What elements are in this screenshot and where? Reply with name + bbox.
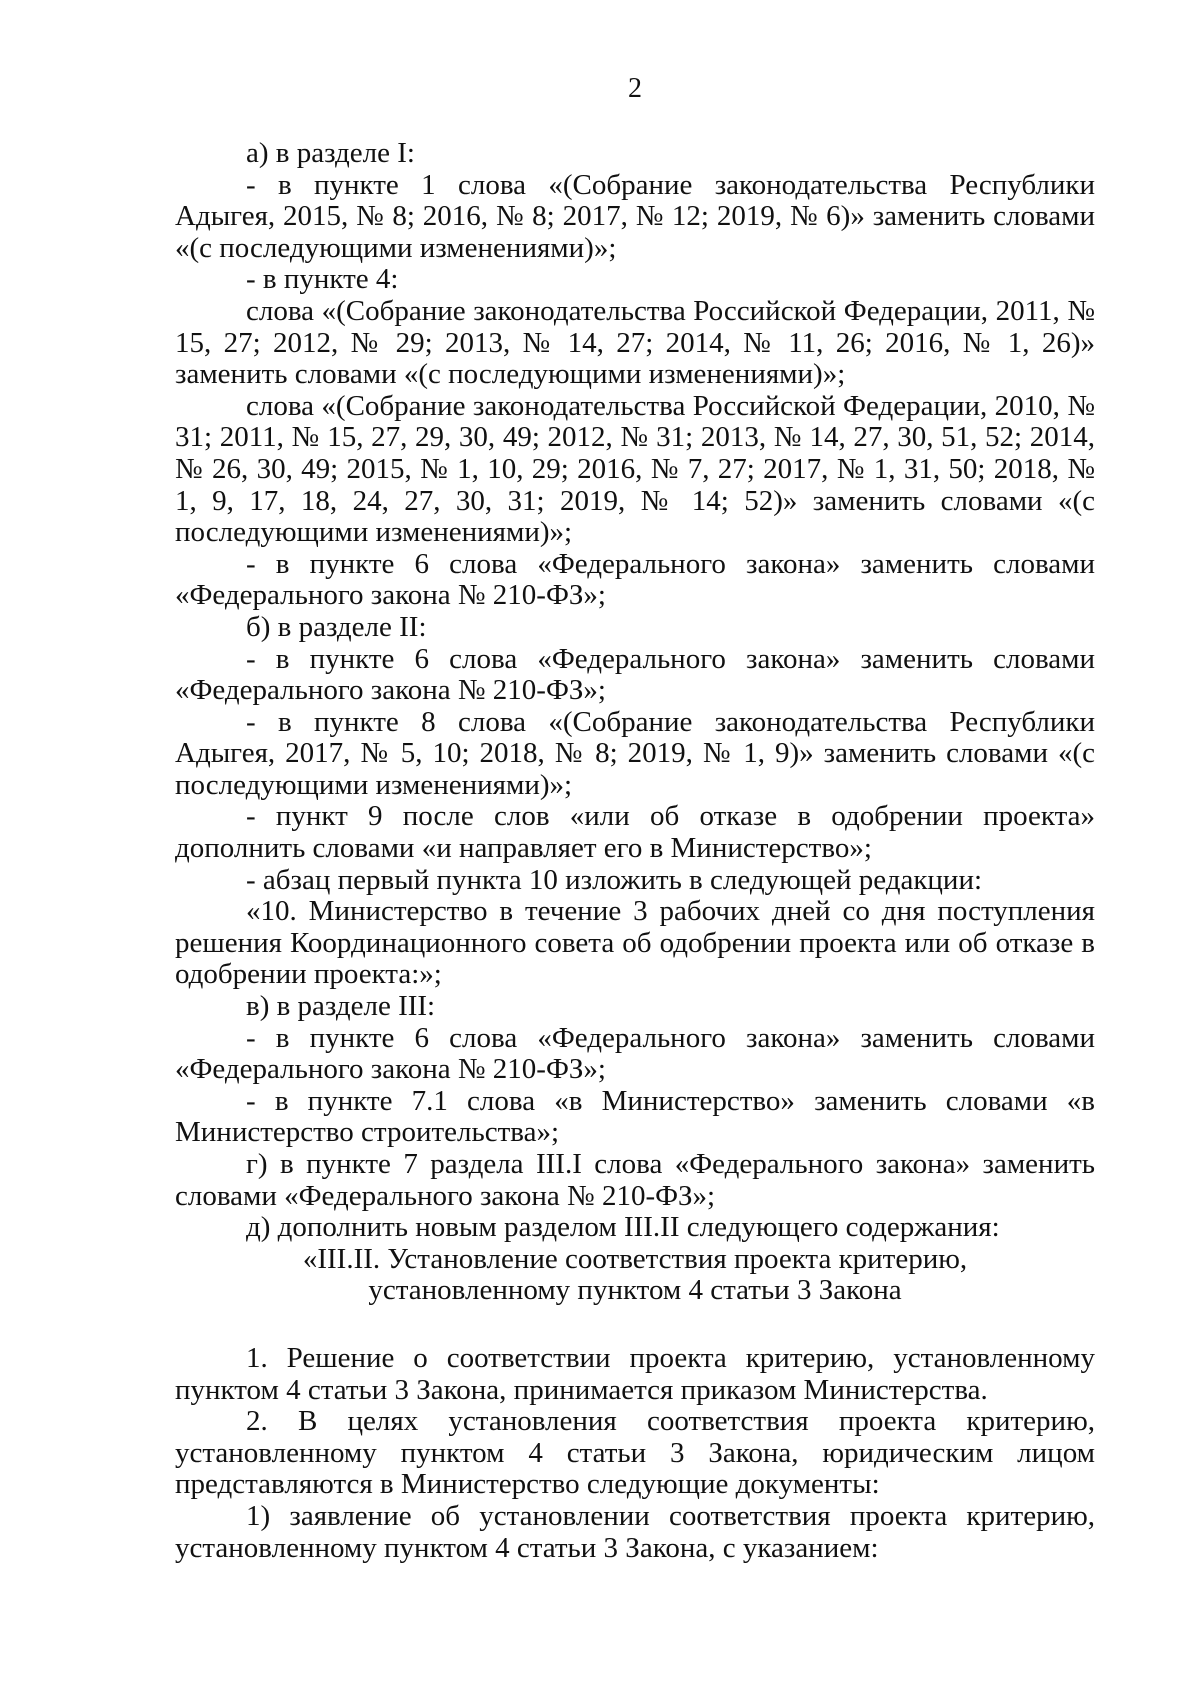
paragraph-clause-1: 1. Решение о соответствии проекта критерию, установленному пунктом 4 статьи 3 Закона, принимается приказом Министерства. <box>175 1341 1095 1406</box>
page-number: 2 <box>628 73 642 104</box>
section-heading-line-2: установленному пунктом 4 статьи 3 Закона <box>368 1274 902 1307</box>
paragraph-item-1-replace: - в пункте 1 слова «(Собрание законодательства Республики Адыгея, 2015, № 8; 2016, № 8; 2017, № 12; 2019, № 6)» заменить словами «(с последующими изменениями)»; <box>175 168 1095 264</box>
paragraph-item-9-section-2: - пункт 9 после слов «или об отказе в одобрении проекта» дополнить словами «и направляет его в Министерство»; <box>175 800 1095 865</box>
paragraph-a-section-1: а) в разделе I: <box>246 137 415 169</box>
paragraph-b-section-2: б) в разделе II: <box>246 610 427 643</box>
paragraph-clause-2-item-1: 1) заявление об установлении соответствия проекта критерию, установленному пунктом 4 статьи 3 Закона, с указанием: <box>175 1499 1095 1564</box>
paragraph-item-10-first: - абзац первый пункта 10 изложить в следующей редакции: <box>246 863 983 896</box>
document-body <box>175 138 1095 1564</box>
paragraph-item-6-section-1: - в пункте 6 слова «Федерального закона» заменить словами «Федерального закона № 210-ФЗ»; <box>175 547 1095 612</box>
paragraph-v-section-3: в) в разделе III: <box>246 990 436 1023</box>
paragraph-item-6-section-3: - в пункте 6 слова «Федерального закона» заменить словами «Федерального закона № 210-ФЗ»; <box>175 1021 1095 1086</box>
paragraph-clause-2: 2. В целях установления соответствия проекта критерию, установленному пунктом 4 статьи 3 Закона, юридическим лицом представляются в Министерство следующие документы: <box>175 1405 1095 1501</box>
paragraph-g-section-3-1: г) в пункте 7 раздела III.I слова «Федерального закона» заменить словами «Федерального закона № 210-ФЗ»; <box>175 1148 1095 1212</box>
paragraph-item-10-text: «10. Министерство в течение 3 рабочих дней со дня поступления решения Координационного совета об одобрении проекта или об отказе в одобрении проекта:»; <box>175 895 1095 991</box>
section-heading <box>175 1244 1095 1307</box>
spacer <box>175 1307 1095 1343</box>
paragraph-item-8-section-2: - в пункте 8 слова «(Собрание законодательства Республики Адыгея, 2017, № 5, 10; 2018, № 8; 2019, № 1, 9)» заменить словами «(с последующими изменениями)»; <box>175 705 1095 801</box>
paragraph-words-rf-2011: слова «(Собрание законодательства Российской Федерации, 2011, № 15, 27; 2012, № 29; 2013, № 14, 27; 2014, № 11, 26; 2016, № 1, 26)» заменить словами «(с последующими изменениями)»; <box>175 294 1095 391</box>
paragraph-d-new-section: д) дополнить новым разделом III.II следующего содержания: <box>246 1211 1000 1244</box>
document-page <box>175 0 1095 1707</box>
paragraph-words-rf-2010: слова «(Собрание законодательства Российской Федерации, 2010, № 31; 2011, № 15, 27, 29, 30, 49; 2012, № 31; 2013, № 14, 27, 30, 51, 52; 2014, № 26, 30, 49; 2015, № 1, 10, 29; 2016, № 7, 27; 2017, № 1, 31, 50; 2018, № 1, 9, 17, 18, 24, 27, 30, 31; 2019, № 14; 52)» заменить словами «(с последующими изменениями)»; <box>175 389 1095 549</box>
paragraph-item-4: - в пункте 4: <box>246 263 399 296</box>
paragraph-item-7-1-section-3: - в пункте 7.1 слова «в Министерство» заменить словами «в Министерство строительства»; <box>175 1084 1095 1149</box>
section-heading-line-1: «III.II. Установление соответствия проекта критерию, <box>302 1242 968 1275</box>
paragraph-item-6-section-2: - в пункте 6 слова «Федерального закона» заменить словами «Федерального закона № 210-ФЗ»; <box>175 642 1095 707</box>
